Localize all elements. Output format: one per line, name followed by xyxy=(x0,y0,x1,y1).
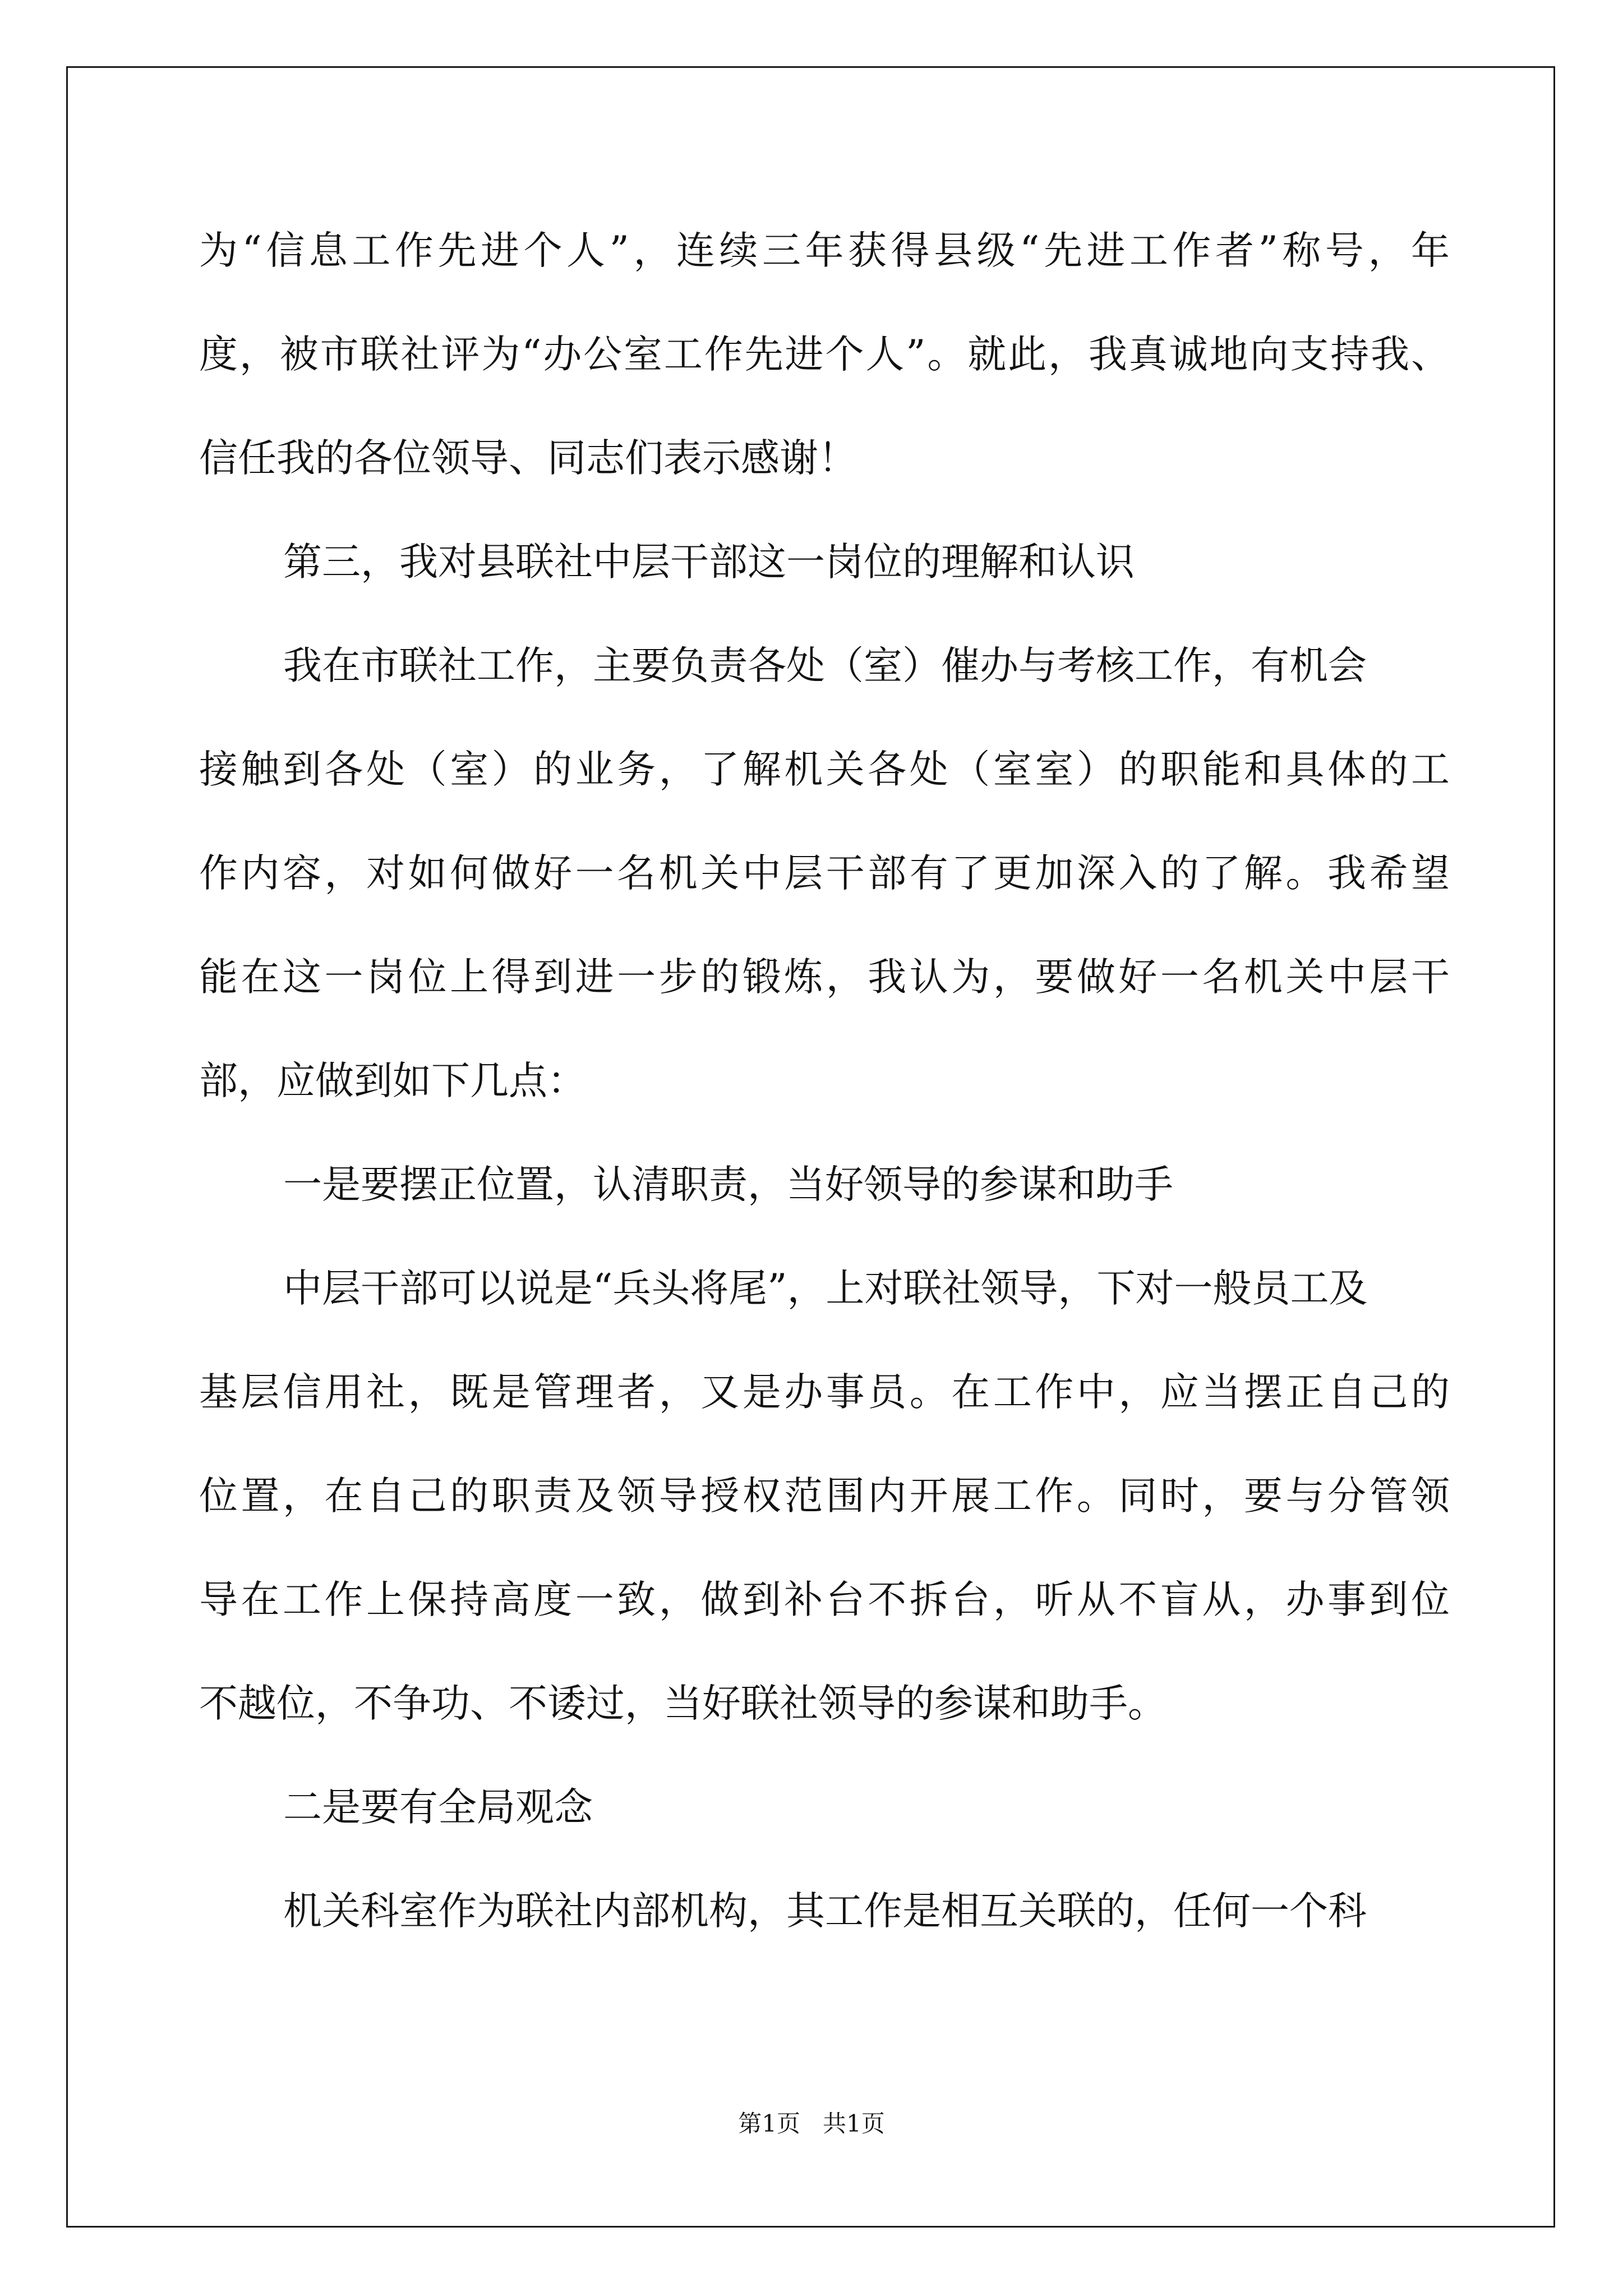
paragraph-first-line: 机关科室作为联社内部机构，其工作是相互关联的，任何一个科 xyxy=(283,1889,1367,1934)
text-line: 为“信息工作先进个人”，连续三年获得县级“先进工作者”称号，年 xyxy=(199,228,1450,273)
text-line: 接触到各处（室）的业务，了解机关各处（室室）的职能和具体的工 xyxy=(199,747,1450,792)
paragraph-first-line: 中层干部可以说是“兵头将尾”，上对联社领导，下对一般员工及 xyxy=(283,1266,1368,1311)
text-line: 位置，在自己的职责及领导授权范围内开展工作。同时，要与分管领 xyxy=(199,1474,1450,1519)
text-line: 度，被市联社评为“办公室工作先进个人”。就此，我真诚地向支持我、 xyxy=(199,332,1450,377)
section-heading: 一是要摆正位置，认清职责，当好领导的参谋和助手 xyxy=(283,1162,1173,1207)
text-line: 不越位，不争功、不诿过，当好联社领导的参谋和助手。 xyxy=(199,1681,1166,1726)
text-line: 能在这一岗位上得到进一步的锻炼，我认为，要做好一名机关中层干 xyxy=(199,955,1450,1000)
paragraph-first-line: 我在市联社工作，主要负责各处（室）催办与考核工作，有机会 xyxy=(283,643,1367,688)
text-line: 基层信用社，既是管理者，又是办事员。在工作中，应当摆正自己的 xyxy=(199,1370,1450,1415)
text-line: 导在工作上保持高度一致，做到补台不拆台，听从不盲从，办事到位 xyxy=(199,1577,1450,1622)
section-heading: 二是要有全局观念 xyxy=(283,1785,593,1830)
text-line: 作内容，对如何做好一名机关中层干部有了更加深入的了解。我希望 xyxy=(199,851,1450,896)
page-footer: 第1页 共1页 xyxy=(738,2110,885,2137)
section-heading: 第三，我对县联社中层干部这一岗位的理解和认识 xyxy=(283,540,1135,585)
text-line: 信任我的各位领导、同志们表示感谢！ xyxy=(199,436,857,481)
text-line: 部，应做到如下几点： xyxy=(199,1059,586,1103)
